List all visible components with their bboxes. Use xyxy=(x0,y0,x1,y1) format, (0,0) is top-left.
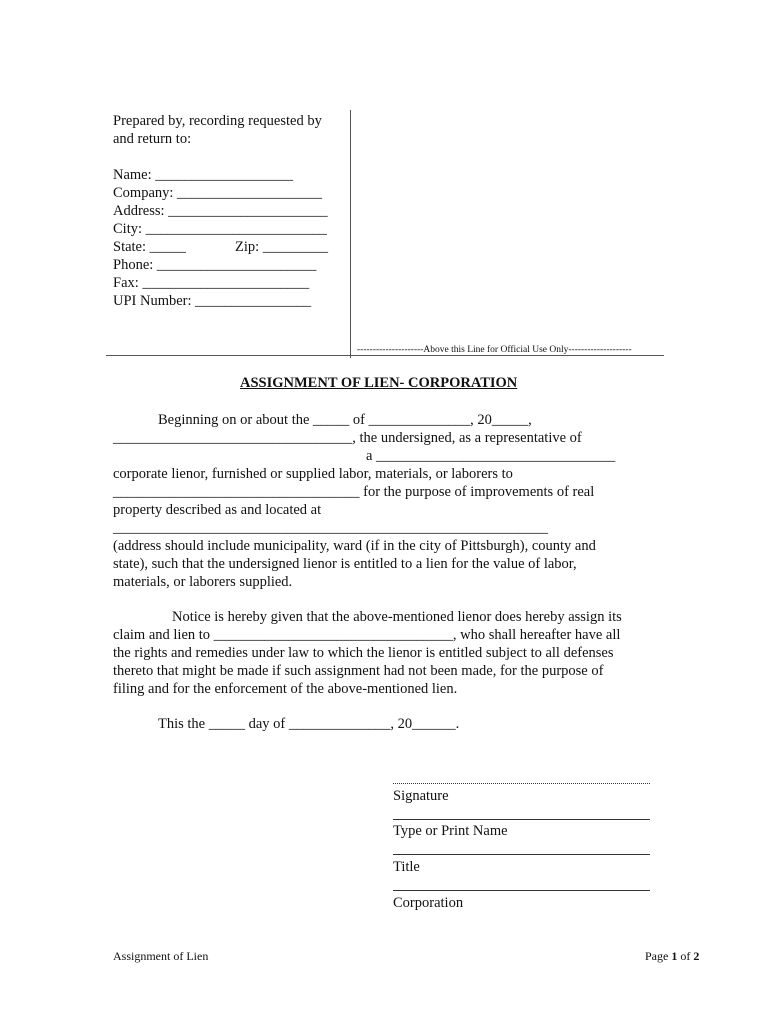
para2-line: Notice is hereby given that the above-mentioned lienor does hereby assign its xyxy=(172,609,622,625)
page-prefix: Page xyxy=(645,949,672,963)
page-total: 2 xyxy=(693,949,700,963)
print-name-label: Type or Print Name xyxy=(393,823,508,839)
corporation-line[interactable] xyxy=(393,890,650,891)
para1-line: __________________________________ for the purpose of improvements of real xyxy=(113,484,595,500)
para1-line: _________________________________, the undersigned, as a representative of xyxy=(113,430,582,446)
fax-field[interactable]: Fax: _______________________ xyxy=(113,275,310,291)
dated-line: This the _____ day of ______________, 20______. xyxy=(158,716,460,732)
document-title: ASSIGNMENT OF LIEN- CORPORATION xyxy=(240,375,518,391)
prepared-by-line2: and return to: xyxy=(113,131,192,147)
phone-field[interactable]: Phone: ______________________ xyxy=(113,257,317,273)
corporation-label: Corporation xyxy=(393,895,464,911)
page-indicator xyxy=(645,949,699,963)
para2-line: claim and lien to _________________________________, who shall hereafter have all xyxy=(113,627,621,643)
official-use-divider-vertical xyxy=(350,110,351,358)
zip-field[interactable]: Zip: _________ xyxy=(235,239,329,255)
page-of: of xyxy=(677,949,694,963)
para1-line: ____________________________________________________________ xyxy=(113,520,548,536)
city-field[interactable]: City: _________________________ xyxy=(113,221,327,237)
state-field[interactable]: State: _____ xyxy=(113,239,186,255)
prepared-by-line1: Prepared by, recording requested by xyxy=(113,113,322,129)
footer-title: Assignment of Lien xyxy=(113,949,209,963)
address-field[interactable]: Address: ______________________ xyxy=(113,203,328,219)
company-field[interactable]: Company: ____________________ xyxy=(113,185,323,201)
para1-line: corporate lienor, furnished or supplied labor, materials, or laborers to xyxy=(113,466,513,482)
title-line[interactable] xyxy=(393,854,650,855)
para1-line: (address should include municipality, ward (if in the city of Pittsburgh), county and xyxy=(113,538,596,554)
page-current: 1 xyxy=(671,949,678,963)
name-field[interactable]: Name: ___________________ xyxy=(113,167,294,183)
para1-line: a _________________________________ xyxy=(366,448,616,464)
para1-line: Beginning on or about the _____ of ______________, 20_____, xyxy=(158,412,532,428)
para1-line: state), such that the undersigned lienor is entitled to a lien for the value of labor, xyxy=(113,556,577,572)
para2-line: thereto that might be made if such assignment had not been made, for the purpose of xyxy=(113,663,604,679)
para1-line: materials, or laborers supplied. xyxy=(113,574,293,590)
print-name-line[interactable] xyxy=(393,819,650,820)
official-use-label: ---------------------Above this Line for Official Use Only-------------------- xyxy=(357,345,632,355)
signature-label: Signature xyxy=(393,788,449,804)
signature-line[interactable] xyxy=(393,783,650,784)
para2-line: filing and for the enforcement of the above-mentioned lien. xyxy=(113,681,458,697)
para2-line: the rights and remedies under law to which the lienor is entitled subject to all defenses xyxy=(113,645,614,661)
title-label: Title xyxy=(393,859,420,875)
upi-number-field[interactable]: UPI Number: ________________ xyxy=(113,293,312,309)
para1-line: property described as and located at xyxy=(113,502,322,518)
